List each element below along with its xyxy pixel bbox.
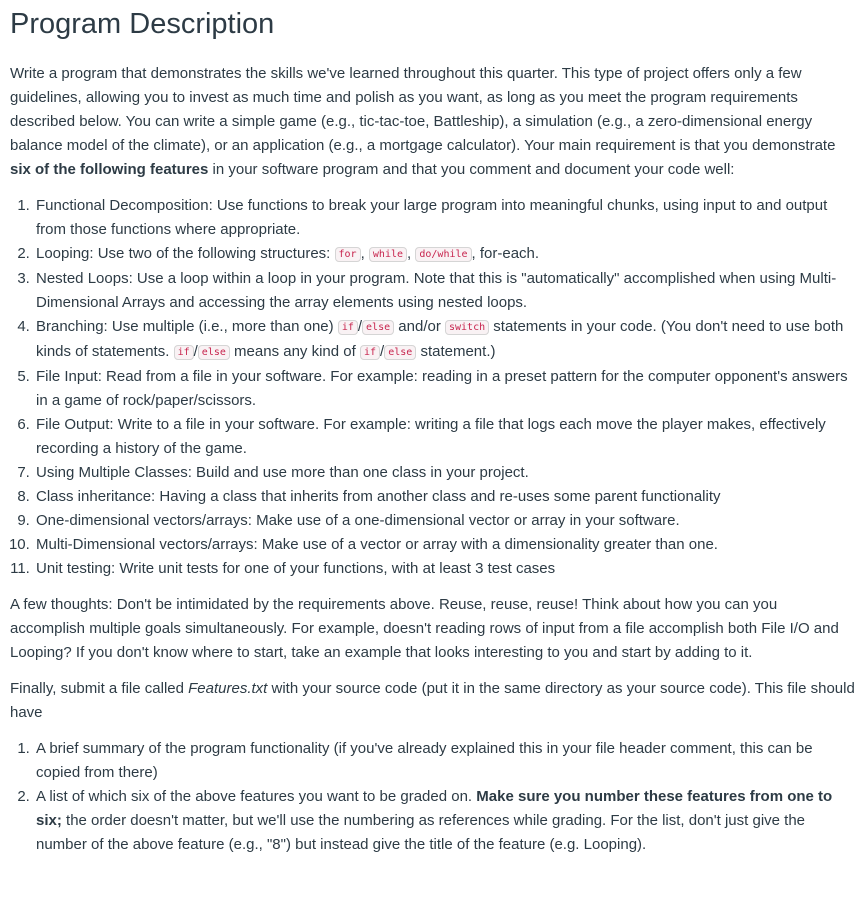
- finally-paragraph: Finally, submit a file called Features.txt with your source code (put it in the same directory as your source code). This file should have: [10, 680, 855, 721]
- intro-text: Write a program that demonstrates the skills we've learned throughout this quarter. This type of project offers only a few guidelines, allowing you to invest as much time and polish as you want, as long as you meet the program requirements described below. You can write a simple game (e.g., tic-tac-toe, Battleship), a simulation (e.g., a zero-dimensional energy balance model of the climate), or an application (e.g., a mortgage calculator). Your main requirement is that you demonstrate: [10, 65, 836, 154]
- numbering-emphasis: Make sure you number these features from one to six;: [36, 788, 833, 829]
- feature-item: 9. One-dimensional vectors/arrays: Make use of a one-dimensional vector or array in your software.: [34, 509, 855, 533]
- feature-item: 8. Class inheritance: Having a class that inherits from another class and re-uses some parent functionality: [34, 485, 855, 509]
- code-for: for: [335, 247, 361, 262]
- feature-item: 7. Using Multiple Classes: Build and use more than one class in your project.: [34, 461, 855, 485]
- submission-item: 2. A list of which six of the above features you want to be graded on. Make sure you number these features from one to six; the order doesn't matter, but we'll use the numbering as references while grading. For the list, don't just give the number of the above feature (e.g., "8") but instead give the title of the feature (e.g. Looping).: [34, 785, 855, 857]
- intro-paragraph: [10, 62, 855, 182]
- code-switch: switch: [445, 320, 489, 335]
- feature-item: 10. Multi-Dimensional vectors/arrays: Make use of a vector or array with a dimensionality greater than one.: [34, 533, 855, 557]
- code-if: if: [338, 320, 358, 335]
- intro-text-end: in your software program and that you comment and document your code well:: [208, 161, 735, 178]
- feature-item: 11. Unit testing: Write unit tests for one of your functions, with at least 3 test cases: [34, 557, 855, 581]
- features-filename: Features.txt: [188, 680, 268, 697]
- feature-item: 6. File Output: Write to a file in your software. For example: writing a file that logs each move the player makes, effectively recording a history of the game.: [34, 413, 855, 461]
- submission-item: 1. A brief summary of the program functionality (if you've already explained this in your file header comment, this can be copied from there): [34, 737, 855, 785]
- code-else: else: [384, 345, 416, 360]
- code-if: if: [174, 345, 194, 360]
- intro-emphasis: six of the following features: [10, 161, 209, 178]
- feature-item: 3. Nested Loops: Use a loop within a loop in your program. Note that this is "automatically" accomplished when using Multi-Dimensional Arrays and accessing the array elements using nested loops.: [34, 267, 855, 315]
- code-while: while: [369, 247, 407, 262]
- assignment-page: [0, 6, 865, 857]
- thoughts-paragraph: A few thoughts: Don't be intimidated by the requirements above. Reuse, reuse, reuse! Think about how you can you accomplish multiple goals simultaneously. For example, doesn't reading rows of input from a file accomplish both File I/O and Looping? If you don't know where to start, take an example that looks interesting to you and start by adding to it.: [10, 596, 839, 661]
- code-do-while: do/while: [415, 247, 471, 262]
- code-else: else: [198, 345, 230, 360]
- code-if: if: [360, 345, 380, 360]
- feature-item: 1. Functional Decomposition: Use functions to break your large program into meaningful chunks, using input to and output from those functions where appropriate.: [34, 194, 855, 242]
- feature-item: 5. File Input: Read from a file in your software. For example: reading in a preset pattern for the computer opponent's answers in a game of rock/paper/scissors.: [34, 365, 855, 413]
- submission-list: [10, 737, 855, 857]
- feature-item: 2. Looping: Use two of the following structures: for , while , do/while , for-each.: [34, 242, 855, 267]
- code-else: else: [362, 320, 394, 335]
- feature-list: [10, 194, 855, 581]
- feature-item: 4. Branching: Use multiple (i.e., more than one) if / else and/or switch statements in your code. (You don't need to use both kinds of statements. if / else means any kind of if / else statement.): [34, 315, 855, 365]
- page-title: Program Description: [10, 8, 275, 40]
